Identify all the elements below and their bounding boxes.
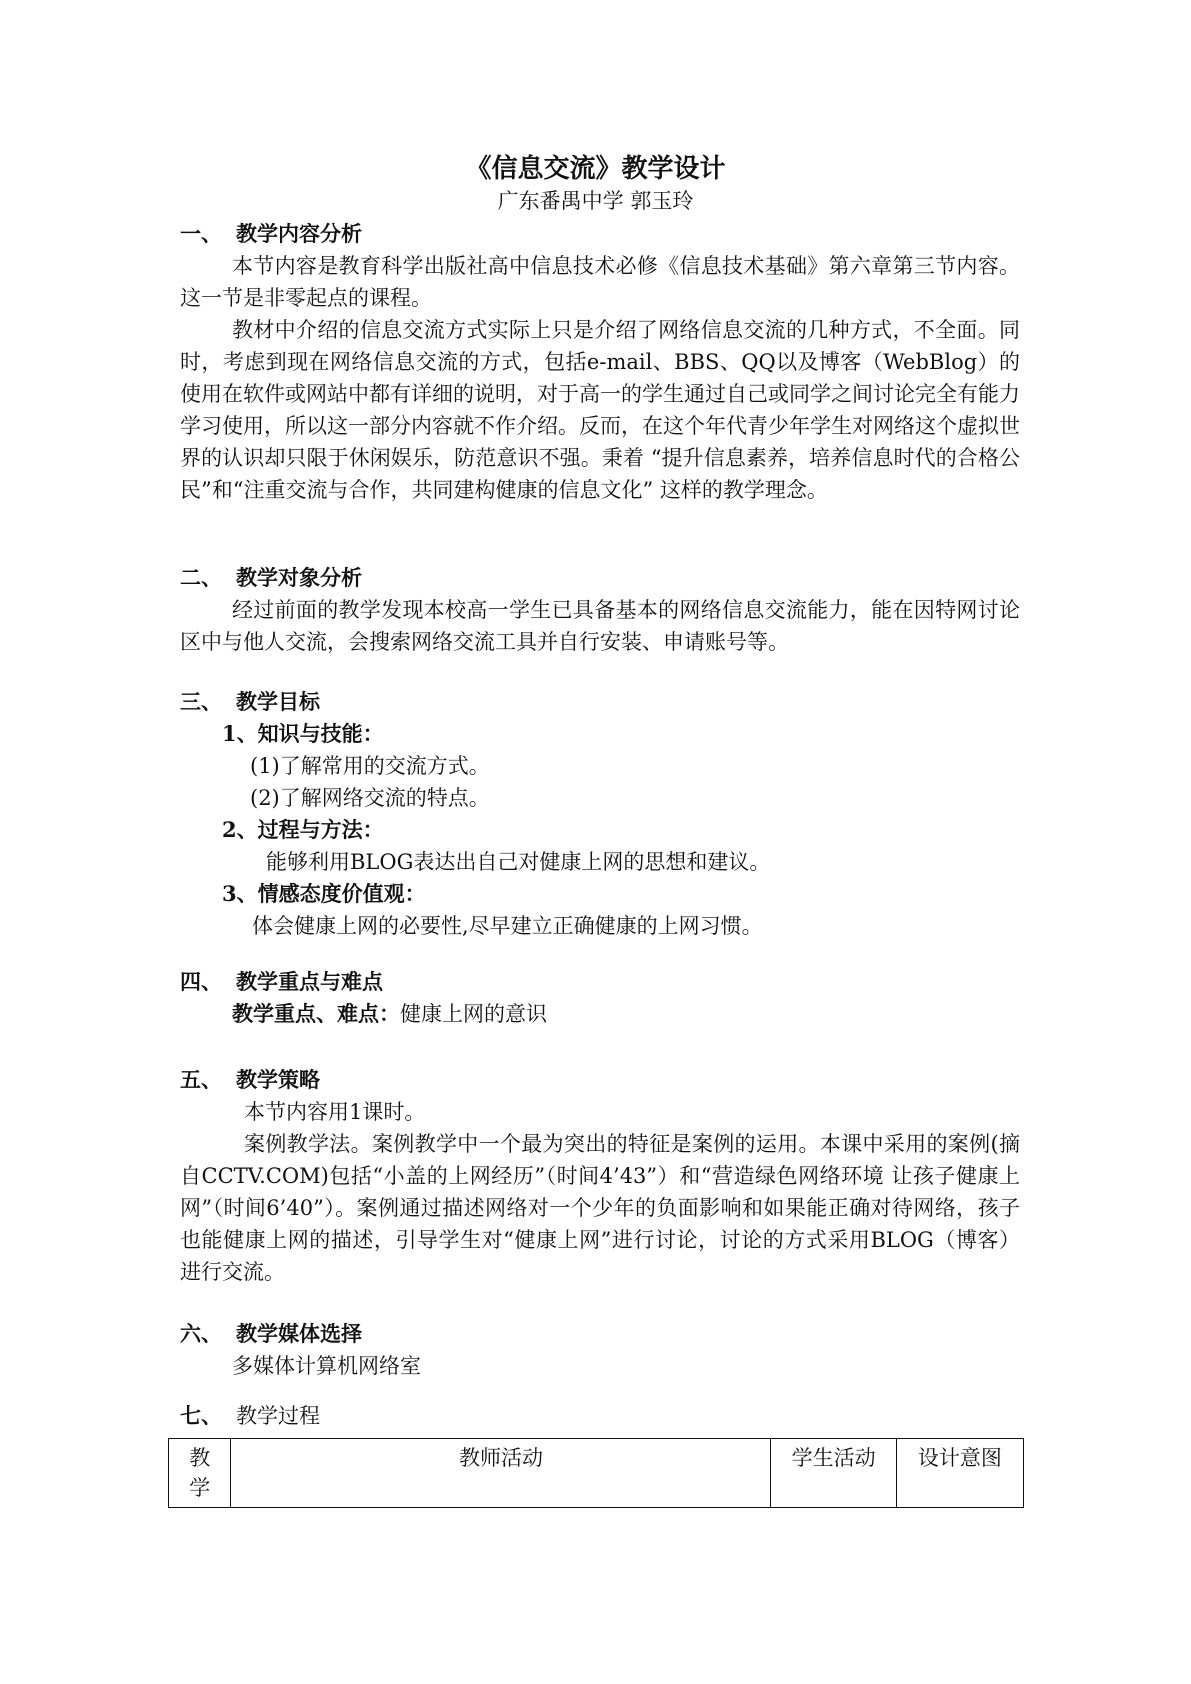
section-title: 教学内容分析 [236,221,362,246]
section-number: 六、 [180,1321,222,1346]
key-points-line [180,998,1020,1030]
section-title: 教学策略 [236,1067,320,1092]
section-key-points [180,966,1020,1030]
section-heading [180,1400,1020,1432]
table-header-cell: 学生活动 [771,1439,896,1508]
objective-knowledge-title: 1、知识与技能： [222,721,384,746]
section-process [180,1400,1020,1432]
key-points-text: 健康上网的意识 [400,1002,547,1026]
table-header-cell: 教师活动 [231,1439,771,1508]
paragraph: 经过前面的教学发现本校高一学生已具备基本的网络信息交流能力，能在因特网讨论区中与他人交流，会搜索网络交流工具并自行安装、申请账号等。 [180,598,1020,654]
process-table [168,1438,1024,1508]
paragraph: 案例教学法。案例教学中一个最为突出的特征是案例的运用。本课中采用的案例(摘自CCTV.COM)包括“小盖的上网经历”（时间4’43”）和“营造绿色网络环境 让孩子健康上网”（时间6’40”）。案例通过描述网络对一个少年的负面影响和如果能正确对待网络，孩子也能健康上网的描述，引导学生对“健康上网”进行讨论，讨论的方式采用BLOG（博客）进行交流。 [180,1132,1020,1284]
objective-process-text: 能够利用BLOG表达出自己对健康上网的思想和建议。 [266,850,771,874]
author-line: 广东番禺中学 郭玉玲 [497,189,694,213]
section-number: 五、 [180,1067,222,1092]
key-points-label: 教学重点、难点： [232,1001,400,1026]
section-objectives [180,686,1020,942]
section-title: 教学过程 [236,1404,320,1428]
section-title: 教学媒体选择 [236,1321,362,1346]
section-title: 教学重点与难点 [236,969,383,994]
section-number: 一、 [180,221,222,246]
objective-process-title: 2、过程与方法： [222,817,384,842]
strategy-hours: 本节内容用1课时。 [244,1100,426,1124]
objective-item: (1)了解常用的交流方式。 [250,754,490,778]
section-number: 三、 [180,689,222,714]
section-content-analysis [180,218,1020,506]
paragraph: 本节内容是教育科学出版社高中信息技术必修《信息技术基础》第六章第三节内容。这一节是非零起点的课程。 [180,254,1020,310]
objective-item: (2)了解网络交流的特点。 [250,786,490,810]
section-number: 七、 [180,1403,222,1428]
section-strategy [180,1064,1020,1288]
section-heading [180,966,1020,998]
section-number: 二、 [180,565,222,590]
media-text: 多媒体计算机网络室 [232,1354,421,1378]
objective-attitude-title: 3、情感态度价值观： [222,881,426,906]
page-title: 《信息交流》教学设计 [465,154,726,184]
section-learner-analysis [180,562,1020,658]
section-heading [180,1318,1020,1350]
table-header-row [169,1439,1024,1508]
section-heading [180,562,1020,594]
section-title: 教学目标 [236,689,320,714]
paragraph: 教材中介绍的信息交流方式实际上只是介绍了网络信息交流的几种方式，不全面。同时，考虑到现在网络信息交流的方式，包括e-mail、BBS、QQ以及博客（WebBlog）的使用在软件或网站中都有详细的说明，对于高一的学生通过自己或同学之间讨论完全有能力学习使用，所以这一部分内容就不作介绍。反而，在这个年代青少年学生对网络这个虚拟世界的认识却只限于休闲娱乐，防范意识不强。秉着 “提升信息素养，培养信息时代的合格公民”和“注重交流与合作，共同建构健康的信息文化” 这样的教学理念。 [180,318,1020,502]
section-number: 四、 [180,969,222,994]
section-heading [180,218,1020,250]
section-title: 教学对象分析 [236,565,362,590]
objective-attitude-text: 体会健康上网的必要性,尽早建立正确健康的上网习惯。 [252,914,763,938]
table-header-cell: 设计意图 [896,1439,1023,1508]
section-heading [180,686,1020,718]
section-media [180,1318,1020,1382]
section-heading [180,1064,1020,1096]
table-header-cell: 教学 [169,1439,231,1508]
